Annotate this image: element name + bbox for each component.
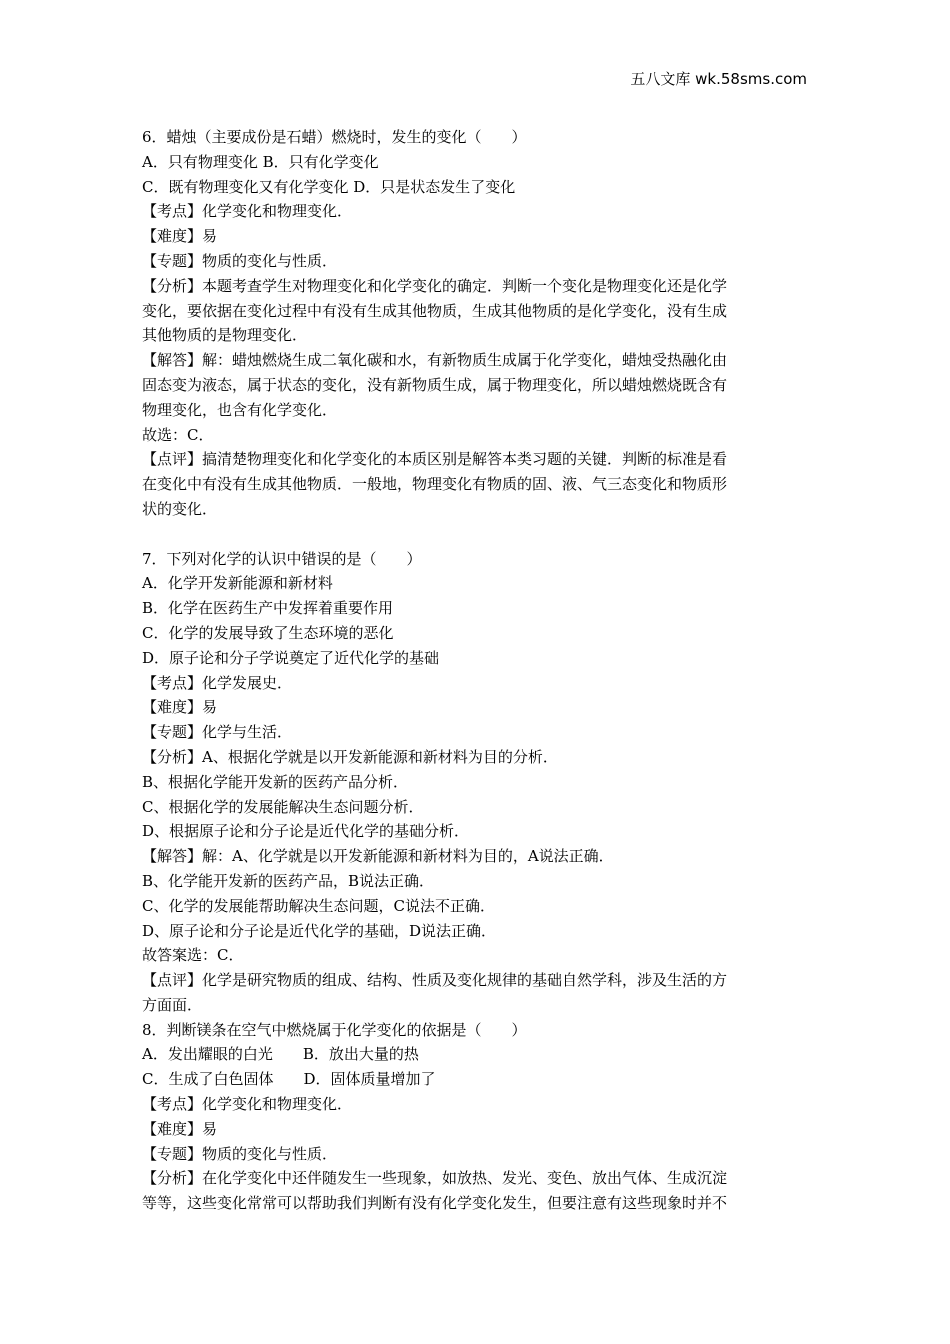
q8-kaodian: 【考点】化学变化和物理变化． xyxy=(142,1095,353,1114)
q7-option-d: D．原子论和分子学说奠定了近代化学的基础 xyxy=(142,648,440,667)
q6-fenxi-line: 变化，要依据在变化过程中有没有生成其他物质，生成其他物质的是化学变化，没有生成 xyxy=(142,301,728,320)
q6-stem: 6．蜡烛（主要成份是石蜡）燃烧时，发生的变化（ ） xyxy=(142,128,527,146)
q7-option-b: B．化学在医药生产中发挥着重要作用 xyxy=(142,599,394,618)
q6-dianping-line: 状的变化． xyxy=(142,499,218,518)
q6-nandu: 【难度】易 xyxy=(142,227,218,246)
q6-fenxi-line: 【分析】本题考查学生对物理变化和化学变化的确定．判断一个变化是物理变化还是化学 xyxy=(142,276,728,295)
q7-fenxi-line: B、根据化学能开发新的医药产品分析． xyxy=(142,772,409,791)
q6-answer: 故选：C． xyxy=(142,425,214,444)
q7-zhuanti: 【专题】化学与生活． xyxy=(142,723,293,742)
q7-option-a: A．化学开发新能源和新材料 xyxy=(142,574,333,593)
q6-options-cd: C．既有物理变化又有化学变化 D．只是状态发生了变化 xyxy=(142,177,516,196)
q6-jieda-line: 【解答】解：蜡烛燃烧生成二氧化碳和水，有新物质生成属于化学变化，蜡烛受热融化由 xyxy=(142,351,728,370)
blank-line xyxy=(142,522,814,547)
q6-jieda-line: 物理变化，也含有化学变化． xyxy=(142,400,338,419)
q7-fenxi-line: C、根据化学的发展能解决生态问题分析． xyxy=(142,797,424,816)
q6-kaodian: 【考点】化学变化和物理变化． xyxy=(142,202,353,221)
q8-options-ab: A．发出耀眼的白光 B．放出大量的热 xyxy=(142,1045,419,1064)
q7-fenxi-line: 【分析】A、根据化学就是以开发新能源和新材料为目的分析． xyxy=(142,747,558,766)
q7-stem: 7．下列对化学的认识中错误的是（ ） xyxy=(142,549,422,568)
page-header: 五八文库 wk.58sms.com xyxy=(630,70,807,88)
q6-jieda-line: 固态变为液态，属于状态的变化，没有新物质生成，属于物理变化，所以蜡烛燃烧既含有 xyxy=(142,375,728,394)
q7-jieda-line: B、化学能开发新的医药产品，B说法正确． xyxy=(142,871,435,890)
q8-zhuanti: 【专题】物质的变化与性质． xyxy=(142,1144,338,1163)
q7-dianping-line: 方面面． xyxy=(142,995,203,1014)
q6-dianping-line: 【点评】搞清楚物理变化和化学变化的本质区别是解答本类习题的关键．判断的标准是看 xyxy=(142,450,728,469)
document-body xyxy=(142,125,814,1216)
q8-options-cd: C．生成了白色固体 D．固体质量增加了 xyxy=(142,1070,436,1089)
q6-fenxi-line: 其他物质的是物理变化． xyxy=(142,326,308,345)
q6-zhuanti: 【专题】物质的变化与性质． xyxy=(142,251,338,270)
q7-fenxi-line: D、根据原子论和分子论是近代化学的基础分析． xyxy=(142,822,470,841)
q7-jieda-line: C、化学的发展能帮助解决生态问题，C说法不正确． xyxy=(142,896,495,915)
q8-stem: 8．判断镁条在空气中燃烧属于化学变化的依据是（ ） xyxy=(142,1020,527,1039)
q7-dianping-line: 【点评】化学是研究物质的组成、结构、性质及变化规律的基础自然学科，涉及生活的方 xyxy=(142,971,728,990)
q8-fenxi-line: 等等，这些变化常常可以帮助我们判断有没有化学变化发生，但要注意有这些现象时并不 xyxy=(142,1194,728,1213)
q7-jieda-line: D、原子论和分子论是近代化学的基础，D说法正确． xyxy=(142,921,497,940)
q7-nandu: 【难度】易 xyxy=(142,698,218,717)
q8-nandu: 【难度】易 xyxy=(142,1119,218,1138)
q7-option-c: C．化学的发展导致了生态环境的恶化 xyxy=(142,623,394,642)
q6-options-ab: A．只有物理变化 B．只有化学变化 xyxy=(142,152,379,171)
q7-jieda-line: 【解答】解：A、化学就是以开发新能源和新材料为目的，A说法正确． xyxy=(142,847,614,866)
q8-fenxi-line: 【分析】在化学变化中还伴随发生一些现象，如放热、发光、变色、放出气体、生成沉淀 xyxy=(142,1169,728,1188)
q7-kaodian: 【考点】化学发展史． xyxy=(142,673,293,692)
q7-answer: 故答案选：C． xyxy=(142,946,244,965)
q6-dianping-line: 在变化中有没有生成其他物质．一般地，物理变化有物质的固、液、气三态变化和物质形 xyxy=(142,475,728,494)
